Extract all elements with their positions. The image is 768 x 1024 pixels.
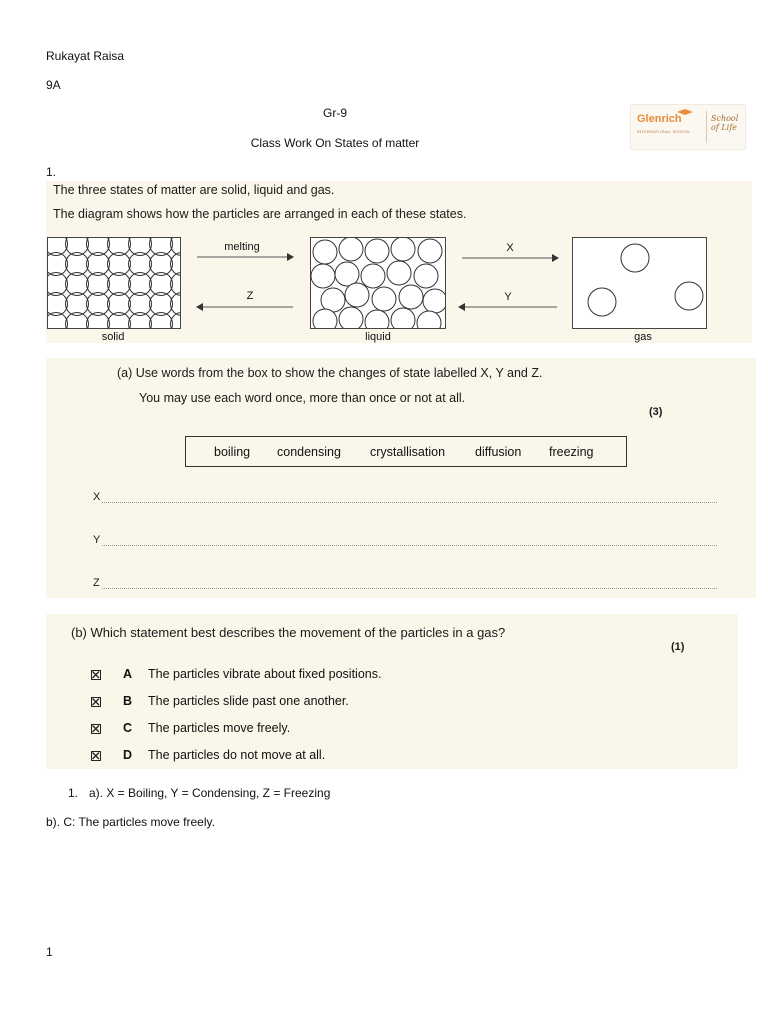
y-label: Y xyxy=(504,291,512,303)
option-a-checkbox[interactable] xyxy=(91,670,101,680)
liquid-particles xyxy=(311,238,445,328)
gas-particles xyxy=(573,238,706,328)
gas-particles-box xyxy=(572,237,707,329)
blank-z-label: Z xyxy=(93,577,100,589)
part-b-prompt: (b) Which statement best describes the movement of the particles in a gas? xyxy=(71,625,506,640)
solid-particle xyxy=(150,313,173,329)
solid-particle xyxy=(48,293,68,316)
option-c-checkbox[interactable] xyxy=(91,724,101,734)
solid-particle xyxy=(48,253,68,276)
answer-number: 1. xyxy=(68,786,79,800)
blank-x-label: X xyxy=(93,491,101,503)
option-b-text: The particles slide past one another. xyxy=(148,694,349,708)
blank-y-label: Y xyxy=(93,534,101,546)
solid-particle xyxy=(129,313,152,329)
logo-tagline: School of Life xyxy=(711,114,739,132)
logo-divider xyxy=(706,111,707,143)
solid-particles-box xyxy=(47,237,181,329)
option-c-letter: C xyxy=(123,721,133,735)
logo-brand: Glenrich xyxy=(637,113,682,125)
class-label: 9A xyxy=(46,78,61,92)
blank-y-line[interactable] xyxy=(102,545,717,546)
page-title: Class Work On States of matter xyxy=(250,136,420,150)
answer-a: a). X = Boiling, Y = Condensing, Z = Freezing xyxy=(89,786,331,800)
option-a-text: The particles vibrate about fixed positions. xyxy=(148,667,382,681)
solid-particle xyxy=(171,273,181,296)
word-diffusion: diffusion xyxy=(475,445,522,459)
solid-particle xyxy=(171,253,181,276)
blank-z-line[interactable] xyxy=(102,588,717,589)
part-a-instruction: You may use each word once, more than once or not at all. xyxy=(139,391,466,405)
grade-label: Gr-9 xyxy=(323,106,347,120)
option-a-letter: A xyxy=(123,667,133,681)
solid-particle xyxy=(108,313,131,329)
solid-particle xyxy=(87,313,110,329)
z-label: Z xyxy=(246,290,254,302)
option-d-text: The particles do not move at all. xyxy=(148,748,326,762)
intro-line-1: The three states of matter are solid, liquid and gas. xyxy=(53,183,335,197)
option-d-checkbox[interactable] xyxy=(91,751,101,761)
word-boiling: boiling xyxy=(214,445,251,459)
word-box xyxy=(185,436,627,467)
answer-b: b). C: The particles move freely. xyxy=(46,815,215,829)
melting-label: melting xyxy=(224,241,260,253)
liquid-particles-box xyxy=(310,237,446,329)
gas-label: gas xyxy=(634,331,652,343)
solid-label: solid xyxy=(101,331,125,343)
solid-particle xyxy=(48,273,68,296)
option-b-letter: B xyxy=(123,694,133,708)
word-condensing: condensing xyxy=(277,445,341,459)
liquid-label: liquid xyxy=(365,331,391,343)
question-number: 1. xyxy=(46,165,57,179)
logo-subtitle: INTERNATIONAL SCHOOL xyxy=(637,129,691,134)
student-name: Rukayat Raisa xyxy=(46,49,125,63)
solid-particle xyxy=(66,313,89,329)
option-b-checkbox[interactable] xyxy=(91,697,101,707)
part-a-prompt: (a) Use words from the box to show the changes of state labelled X, Y and Z. xyxy=(117,366,543,380)
option-d-letter: D xyxy=(123,748,133,762)
x-label: X xyxy=(506,242,514,254)
page-number: 1 xyxy=(46,945,53,959)
word-crystallisation: crystallisation xyxy=(370,445,446,459)
solid-particle xyxy=(171,293,181,316)
intro-line-2: The diagram shows how the particles are arranged in each of these states. xyxy=(53,207,467,221)
option-c-text: The particles move freely. xyxy=(148,721,291,735)
solid-particles xyxy=(48,238,180,328)
word-freezing: freezing xyxy=(549,445,594,459)
part-a-marks: (3) xyxy=(649,406,663,418)
part-b-marks: (1) xyxy=(671,641,685,653)
school-logo xyxy=(630,104,746,150)
blank-x-line[interactable] xyxy=(102,502,717,503)
